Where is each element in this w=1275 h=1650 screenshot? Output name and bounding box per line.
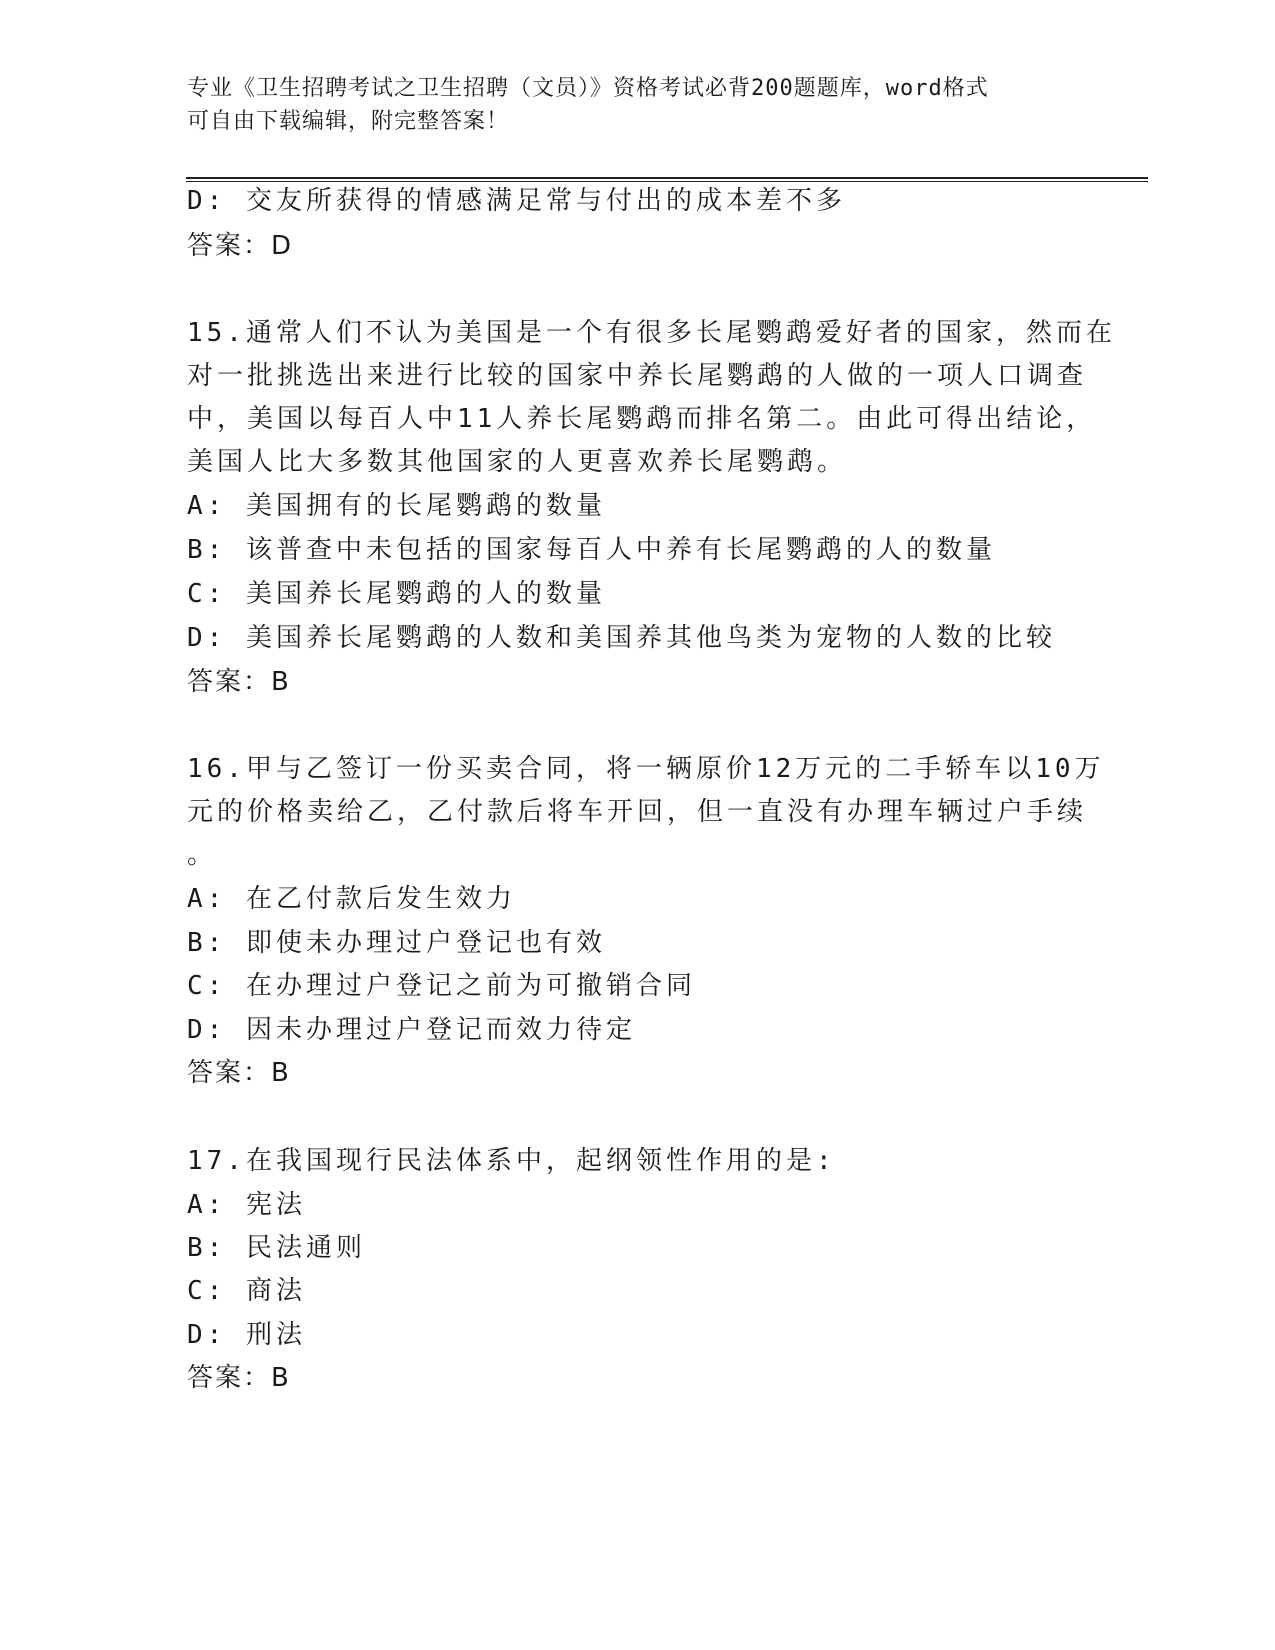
- q16-option-d: D: 因未办理过户登记而效力待定: [187, 1015, 636, 1045]
- q17-option-a: A: 宪法: [187, 1190, 306, 1220]
- header-divider: [186, 177, 1148, 182]
- q16-text-line: 16.甲与乙签订一份买卖合同，将一辆原价12万元的二手轿车以10万: [187, 754, 1105, 784]
- q15-option-d: D: 美国养长尾鹦鹉的人数和美国养其他鸟类为宠物的人数的比较: [187, 623, 1056, 653]
- q15-text-line: 美国人比大多数其他国家的人更喜欢养长尾鹦鹉。: [187, 447, 848, 477]
- q17-answer: 答案：B: [187, 1363, 291, 1393]
- q15-text-line: 15.通常人们不认为美国是一个有很多长尾鹦鹉爱好者的国家，然而在: [187, 318, 1116, 348]
- prev-answer: 答案：D: [187, 231, 294, 261]
- q17-option-c: C: 商法: [187, 1276, 306, 1306]
- q16-option-a: A: 在乙付款后发生效力: [187, 884, 516, 914]
- q16-option-c: C: 在办理过户登记之前为可撤销合同: [187, 971, 696, 1001]
- q15-option-b: B: 该普查中未包括的国家每百人中养有长尾鹦鹉的人的数量: [187, 535, 996, 565]
- q15-option-c: C: 美国养长尾鹦鹉的人的数量: [187, 579, 606, 609]
- q15-text-line: 中，美国以每百人中11人养长尾鹦鹉而排名第二。由此可得出结论，: [187, 404, 1097, 434]
- q16-text-line: 元的价格卖给乙，乙付款后将车开回，但一直没有办理车辆过户手续: [187, 797, 1088, 827]
- q15-option-a: A: 美国拥有的长尾鹦鹉的数量: [187, 491, 606, 521]
- q16-option-b: B: 即使未办理过户登记也有效: [187, 928, 606, 958]
- q16-answer: 答案：B: [187, 1058, 291, 1088]
- document-header: [187, 72, 1087, 138]
- header-line-1: 专业《卫生招聘考试之卫生招聘（文员）》资格考试必背200题题库，word格式: [187, 76, 989, 101]
- q17-text-line: 17.在我国现行民法体系中，起纲领性作用的是:: [187, 1146, 836, 1176]
- q15-answer: 答案：B: [187, 667, 291, 697]
- q17-option-b: B: 民法通则: [187, 1233, 366, 1263]
- header-line-2: 可自由下载编辑，附完整答案！: [187, 109, 510, 134]
- q15-text-line: 对一批挑选出来进行比较的国家中养长尾鹦鹉的人做的一项人口调查: [187, 361, 1088, 391]
- prev-option-d: D: 交友所获得的情感满足常与付出的成本差不多: [187, 186, 846, 216]
- q17-option-d: D: 刑法: [187, 1320, 306, 1350]
- q16-text-line: 。: [187, 840, 218, 870]
